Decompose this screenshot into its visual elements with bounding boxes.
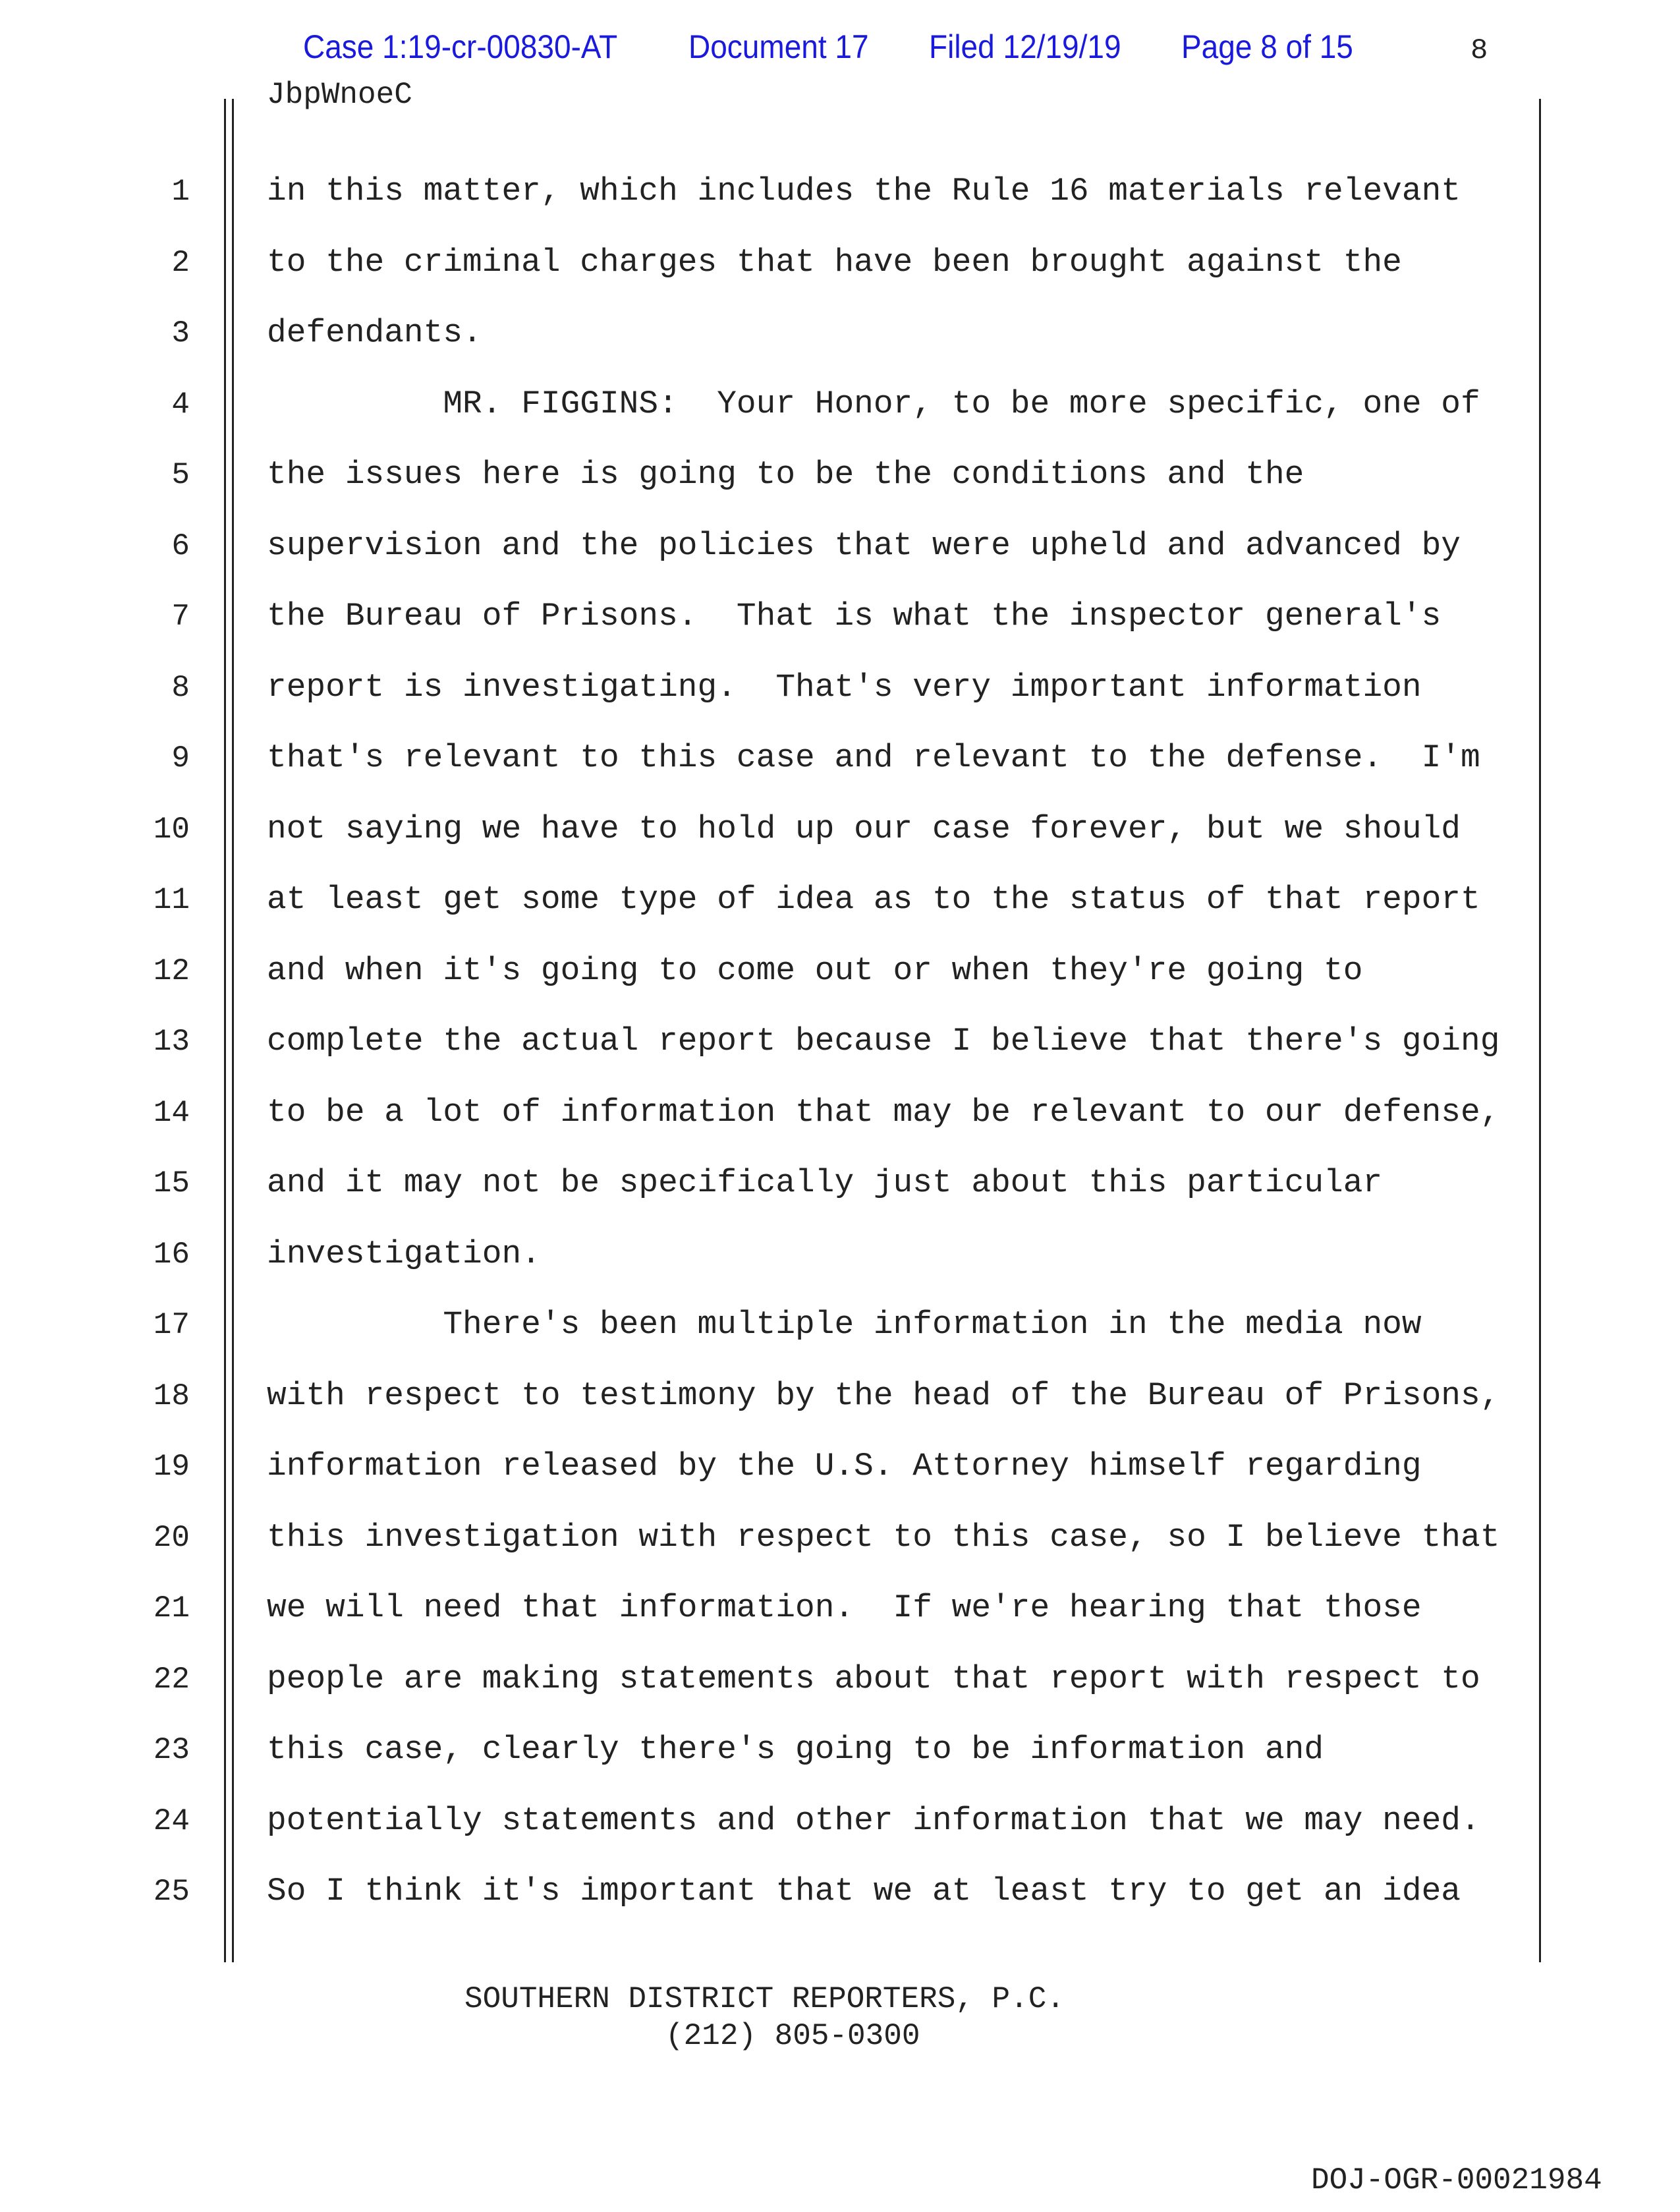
line-number: 4 <box>171 387 190 422</box>
transcript-line: this case, clearly there's going to be information and <box>267 1731 1324 1768</box>
page-of-total: Page 8 of 15 <box>1181 28 1353 65</box>
transcript-line: with respect to testimony by the head of the Bureau of Prisons, <box>267 1376 1500 1414</box>
reporter-phone: (212) 805-0300 <box>665 2019 920 2053</box>
transcript-line: potentially statements and other information that we may need. <box>267 1801 1480 1839</box>
transcript-line: report is investigating. That's very important information <box>267 668 1422 706</box>
filed-date: Filed 12/19/19 <box>929 28 1121 65</box>
reporter-name: SOUTHERN DISTRICT REPORTERS, P.C. <box>464 1982 1065 2016</box>
transcript-line: people are making statements about that report with respect to <box>267 1660 1480 1697</box>
line-number: 9 <box>171 741 190 776</box>
transcript-line: not saying we have to hold up our case forever, but we should <box>267 810 1461 847</box>
transcript-code: JbpWnoeC <box>267 78 412 112</box>
left-margin-rule-inner <box>232 99 234 1962</box>
transcript-line: in this matter, which includes the Rule 16 materials relevant <box>267 173 1461 210</box>
line-number: 14 <box>153 1095 190 1130</box>
transcript-line: supervision and the policies that were upheld and advanced by <box>267 526 1461 564</box>
transcript-line: that's relevant to this case and relevant to the defense. I'm <box>267 739 1480 776</box>
line-number: 11 <box>153 883 190 917</box>
line-number: 8 <box>171 670 190 705</box>
transcript-line: MR. FIGGINS: Your Honor, to be more specific, one of <box>267 385 1480 422</box>
document-number: Document 17 <box>688 28 869 65</box>
transcript-line: complete the actual report because I believe that there's going <box>267 1023 1500 1060</box>
line-number: 3 <box>171 316 190 351</box>
right-margin-rule <box>1539 99 1541 1962</box>
line-number: 16 <box>153 1237 190 1272</box>
bates-number: DOJ-OGR-00021984 <box>1311 2163 1602 2198</box>
line-number: 25 <box>153 1875 190 1909</box>
transcript-line: the Bureau of Prisons. That is what the inspector general's <box>267 598 1442 635</box>
line-number: 15 <box>153 1166 190 1201</box>
line-number: 18 <box>153 1378 190 1413</box>
line-number: 5 <box>171 458 190 492</box>
line-number: 12 <box>153 953 190 988</box>
page-number: 8 <box>1470 34 1488 67</box>
transcript-line: and when it's going to come out or when they're going to <box>267 951 1363 989</box>
transcript-line: at least get some type of idea as to the status of that report <box>267 881 1480 918</box>
transcript-line: investigation. <box>267 1235 541 1272</box>
case-number: Case 1:19-cr-00830-AT <box>303 28 618 65</box>
transcript-line: So I think it's important that we at least try to get an idea <box>267 1873 1461 1910</box>
transcript-line: There's been multiple information in the media now <box>267 1306 1422 1343</box>
line-number: 6 <box>171 528 190 563</box>
transcript-line: to the criminal charges that have been brought against the <box>267 243 1402 281</box>
line-number: 21 <box>153 1591 190 1626</box>
line-number: 20 <box>153 1520 190 1555</box>
transcript-line: and it may not be specifically just about this particular <box>267 1164 1383 1201</box>
line-number: 22 <box>153 1662 190 1697</box>
line-number: 13 <box>153 1025 190 1059</box>
transcript-line: we will need that information. If we're hearing that those <box>267 1589 1422 1626</box>
transcript-line: this investigation with respect to this case, so I believe that <box>267 1518 1500 1556</box>
line-number: 7 <box>171 600 190 634</box>
line-number: 17 <box>153 1308 190 1342</box>
transcript-line: information released by the U.S. Attorney himself regarding <box>267 1448 1422 1485</box>
transcript-line: the issues here is going to be the conditions and the <box>267 456 1304 493</box>
transcript-line: defendants. <box>267 314 482 351</box>
line-number: 19 <box>153 1450 190 1484</box>
line-number: 23 <box>153 1733 190 1767</box>
transcript-line: to be a lot of information that may be relevant to our defense, <box>267 1093 1500 1131</box>
left-margin-rule <box>224 99 226 1962</box>
line-number: 10 <box>153 812 190 847</box>
line-number: 24 <box>153 1803 190 1838</box>
line-number: 2 <box>171 245 190 280</box>
line-number: 1 <box>171 175 190 209</box>
